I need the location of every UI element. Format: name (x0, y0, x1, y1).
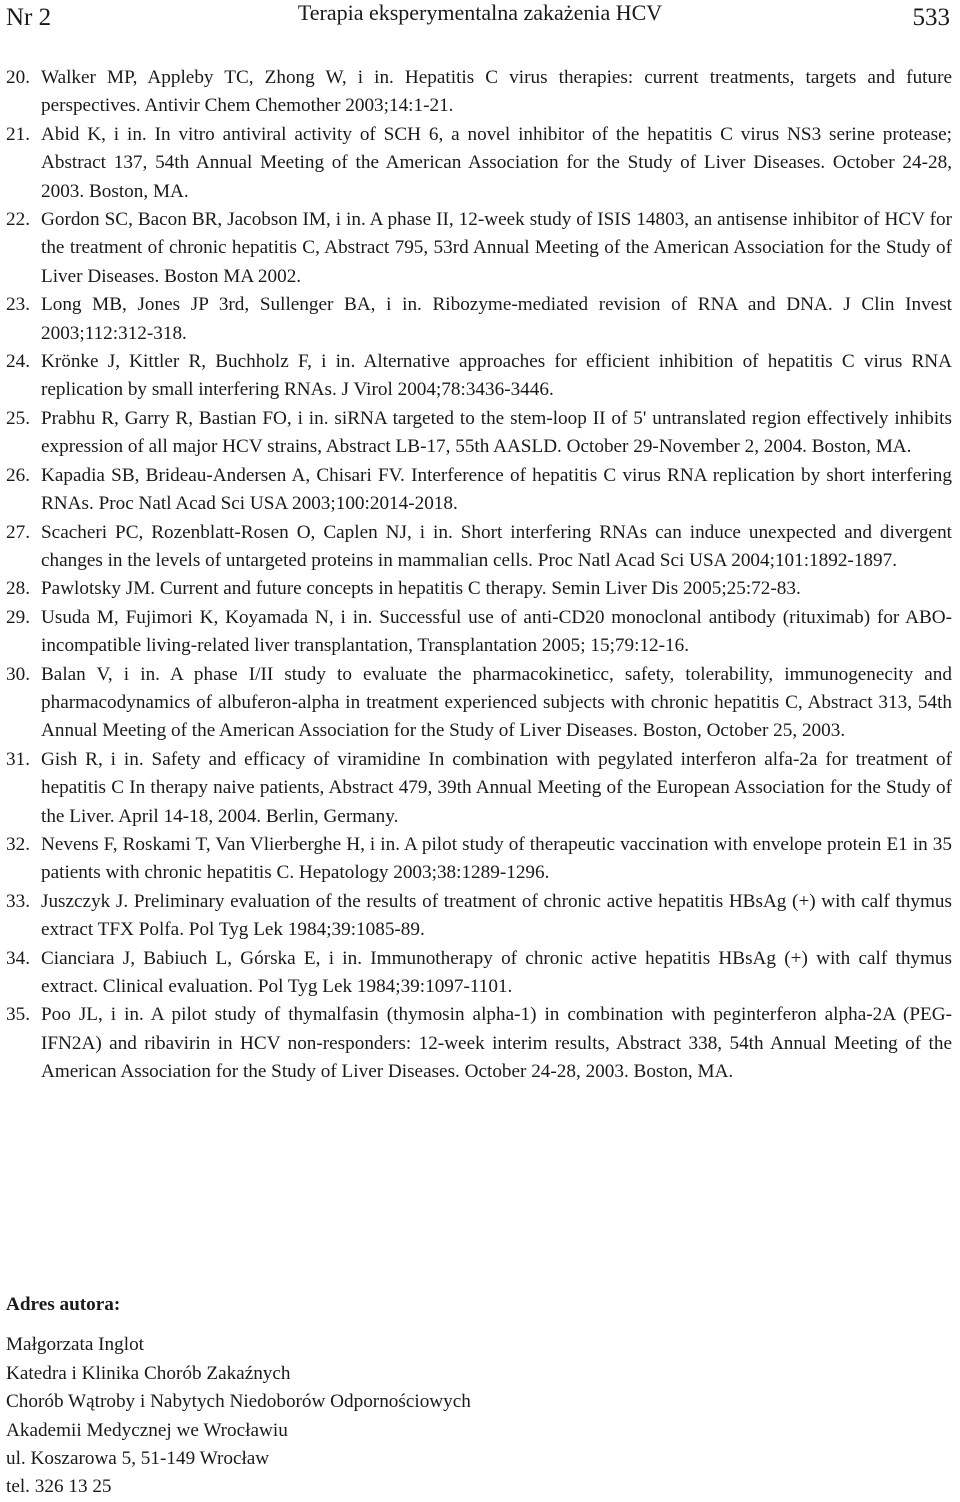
reference-number: 33. (6, 890, 30, 912)
reference-item (6, 519, 952, 576)
reference-text: Walker MP, Appleby TC, Zhong W, i in. Hepatitis C virus therapies: current treatments, targets and future perspectives. Antivir Chem Chemother 2003;14:1-21. (41, 67, 952, 117)
reference-item (6, 64, 952, 121)
running-title: Terapia eksperymentalna zakażenia HCV (297, 0, 663, 25)
running-header (0, 0, 960, 44)
reference-text: Krönke J, Kittler R, Buchholz F, i in. Alternative approaches for efficient inhibition of hepatitis C virus RNA replication by small interfering RNAs. J Virol 2004;78:3436-3446. (41, 351, 952, 401)
reference-item (6, 831, 952, 888)
reference-number: 28. (6, 578, 30, 600)
reference-item (6, 206, 952, 291)
reference-number: 32. (6, 833, 30, 855)
reference-number: 27. (6, 521, 30, 543)
reference-item (6, 348, 952, 405)
reference-item (6, 746, 952, 831)
address-line-institution: Akademii Medycznej we Wrocławiu (6, 1419, 288, 1441)
reference-text: Kapadia SB, Brideau-Andersen A, Chisari FV. Interference of hepatitis C virus RNA replication by short interfering RNAs. Proc Natl Acad Sci USA 2003;100:2014-2018. (41, 464, 952, 515)
reference-item (6, 888, 952, 945)
reference-item (6, 405, 952, 462)
reference-item (6, 945, 952, 1002)
reference-number: 30. (6, 663, 30, 685)
page-number: 533 (912, 4, 950, 31)
reference-number: 23. (6, 294, 30, 316)
reference-number: 22. (6, 209, 30, 231)
reference-text: Juszczyk J. Preliminary evaluation of the results of treatment of chronic active hepatitis HBsAg (+) with calf thymus extract TFX Polfa. Pol Tyg Lek 1984;39:1085-89. (41, 890, 952, 941)
reference-number: 21. (6, 123, 30, 145)
reference-number: 25. (6, 407, 30, 429)
reference-text: Gish R, i in. Safety and efficacy of viramidine In combination with pegylated interferon alfa-2a for treatment of hepatitis C In therapy naive patients, Abstract 479, 39th Annual Meeting of the European Association for the Study of the Liver. April 14-18, 2004. Berlin, Germany. (41, 748, 952, 827)
address-line-phone: tel. 326 13 25 (6, 1476, 112, 1498)
reference-text: Cianciara J, Babiuch L, Górska E, i in. Immunotherapy of chronic active hepatitis HBsAg (+) with calf thymus extract. Clinical evaluation. Pol Tyg Lek 1984;39:1097-1101. (41, 947, 952, 997)
reference-text: Prabhu R, Garry R, Bastian FO, i in. siRNA targeted to the stem-loop II of 5' untranslated region effectively inhibits expression of all major HCV strains, Abstract LB-17, 55th AASLD. October 29-November 2, 2004. Boston, MA. (41, 407, 952, 458)
reference-text: Poo JL, i in. A pilot study of thymalfasin (thymosin alpha-1) in combination with peginterferon alpha-2A (PEG-IFN2A) and ribavirin in HCV non-responders: 12-week interim results, Abstract 338, 54th Annual Meeting of the American Association for the Study of Liver Diseases. October 24-28, 2003. Boston, MA. (41, 1004, 952, 1083)
reference-item (6, 604, 952, 661)
reference-list (6, 64, 952, 1087)
reference-item (6, 1001, 952, 1086)
reference-item (6, 575, 952, 603)
reference-number: 24. (6, 351, 30, 373)
reference-item (6, 121, 952, 206)
reference-text: Long MB, Jones JP 3rd, Sullenger BA, i in. Ribozyme-mediated revision of RNA and DNA. J Clin Invest 2003;112:312-318. (41, 294, 952, 344)
reference-text: Balan V, i in. A phase I/II study to evaluate the pharmacokineticc, safety, tolerability, immunogenecity and pharmacodynamics of albuferon-alpha in treatment experienced subjects with chronic hepatitis C, Abstract 313, 54th Annual Meeting of the American Association for the Study of Liver Diseases. Boston, October 25, 2003. (41, 663, 952, 742)
reference-number: 34. (6, 947, 30, 969)
issue-number: Nr 2 (6, 4, 52, 31)
reference-item (6, 291, 952, 348)
reference-text: Scacheri PC, Rozenblatt-Rosen O, Caplen NJ, i in. Short interfering RNAs can induce unexpected and divergent changes in the levels of untargeted proteins in mammalian cells. Proc Natl Acad Sci USA 2004;101:1892-1897. (41, 521, 952, 571)
reference-text: Nevens F, Roskami T, Van Vlierberghe H, i in. A pilot study of therapeutic vaccination with envelope protein E1 in 35 patients with chronic hepatitis C. Hepatology 2003;38:1289-1296. (41, 833, 952, 884)
reference-number: 20. (6, 67, 30, 88)
address-line-street: ul. Koszarowa 5, 51-149 Wrocław (6, 1448, 270, 1470)
reference-text: Pawlotsky JM. Current and future concepts in hepatitis C therapy. Semin Liver Dis 2005;25:72-83. (41, 578, 801, 600)
address-title: Adres autora: (6, 1294, 121, 1315)
address-line-name: Małgorzata Inglot (6, 1334, 144, 1356)
reference-item (6, 462, 952, 519)
reference-text: Gordon SC, Bacon BR, Jacobson IM, i in. A phase II, 12-week study of ISIS 14803, an antisense inhibitor of HCV for the treatment of chronic hepatitis C, Abstract 795, 53rd Annual Meeting of the American Association for the Study of Liver Diseases. Boston MA 2002. (41, 209, 952, 287)
address-line-department-2: Chorób Wątroby i Nabytych Niedoborów Odpornościowych (6, 1391, 471, 1413)
reference-text: Usuda M, Fujimori K, Koyamada N, i in. Successful use of anti-CD20 monoclonal antibody (rituximab) for ABO-incompatible living-related liver transplantation, Transplantation 2005; 15;79:12-16. (41, 606, 952, 657)
reference-number: 35. (6, 1004, 30, 1026)
reference-number: 26. (6, 464, 30, 486)
reference-number: 31. (6, 748, 30, 770)
reference-text: Abid K, i in. In vitro antiviral activity of SCH 6, a novel inhibitor of the hepatitis C virus NS3 serine protease; Abstract 137, 54th Annual Meeting of the American Association for the Study of Liver Diseases. October 24-28, 2003. Boston, MA. (41, 123, 952, 202)
reference-number: 29. (6, 606, 30, 628)
author-address (6, 1291, 906, 1502)
address-line-department: Katedra i Klinika Chorób Zakaźnych (6, 1362, 291, 1384)
reference-item (6, 661, 952, 746)
